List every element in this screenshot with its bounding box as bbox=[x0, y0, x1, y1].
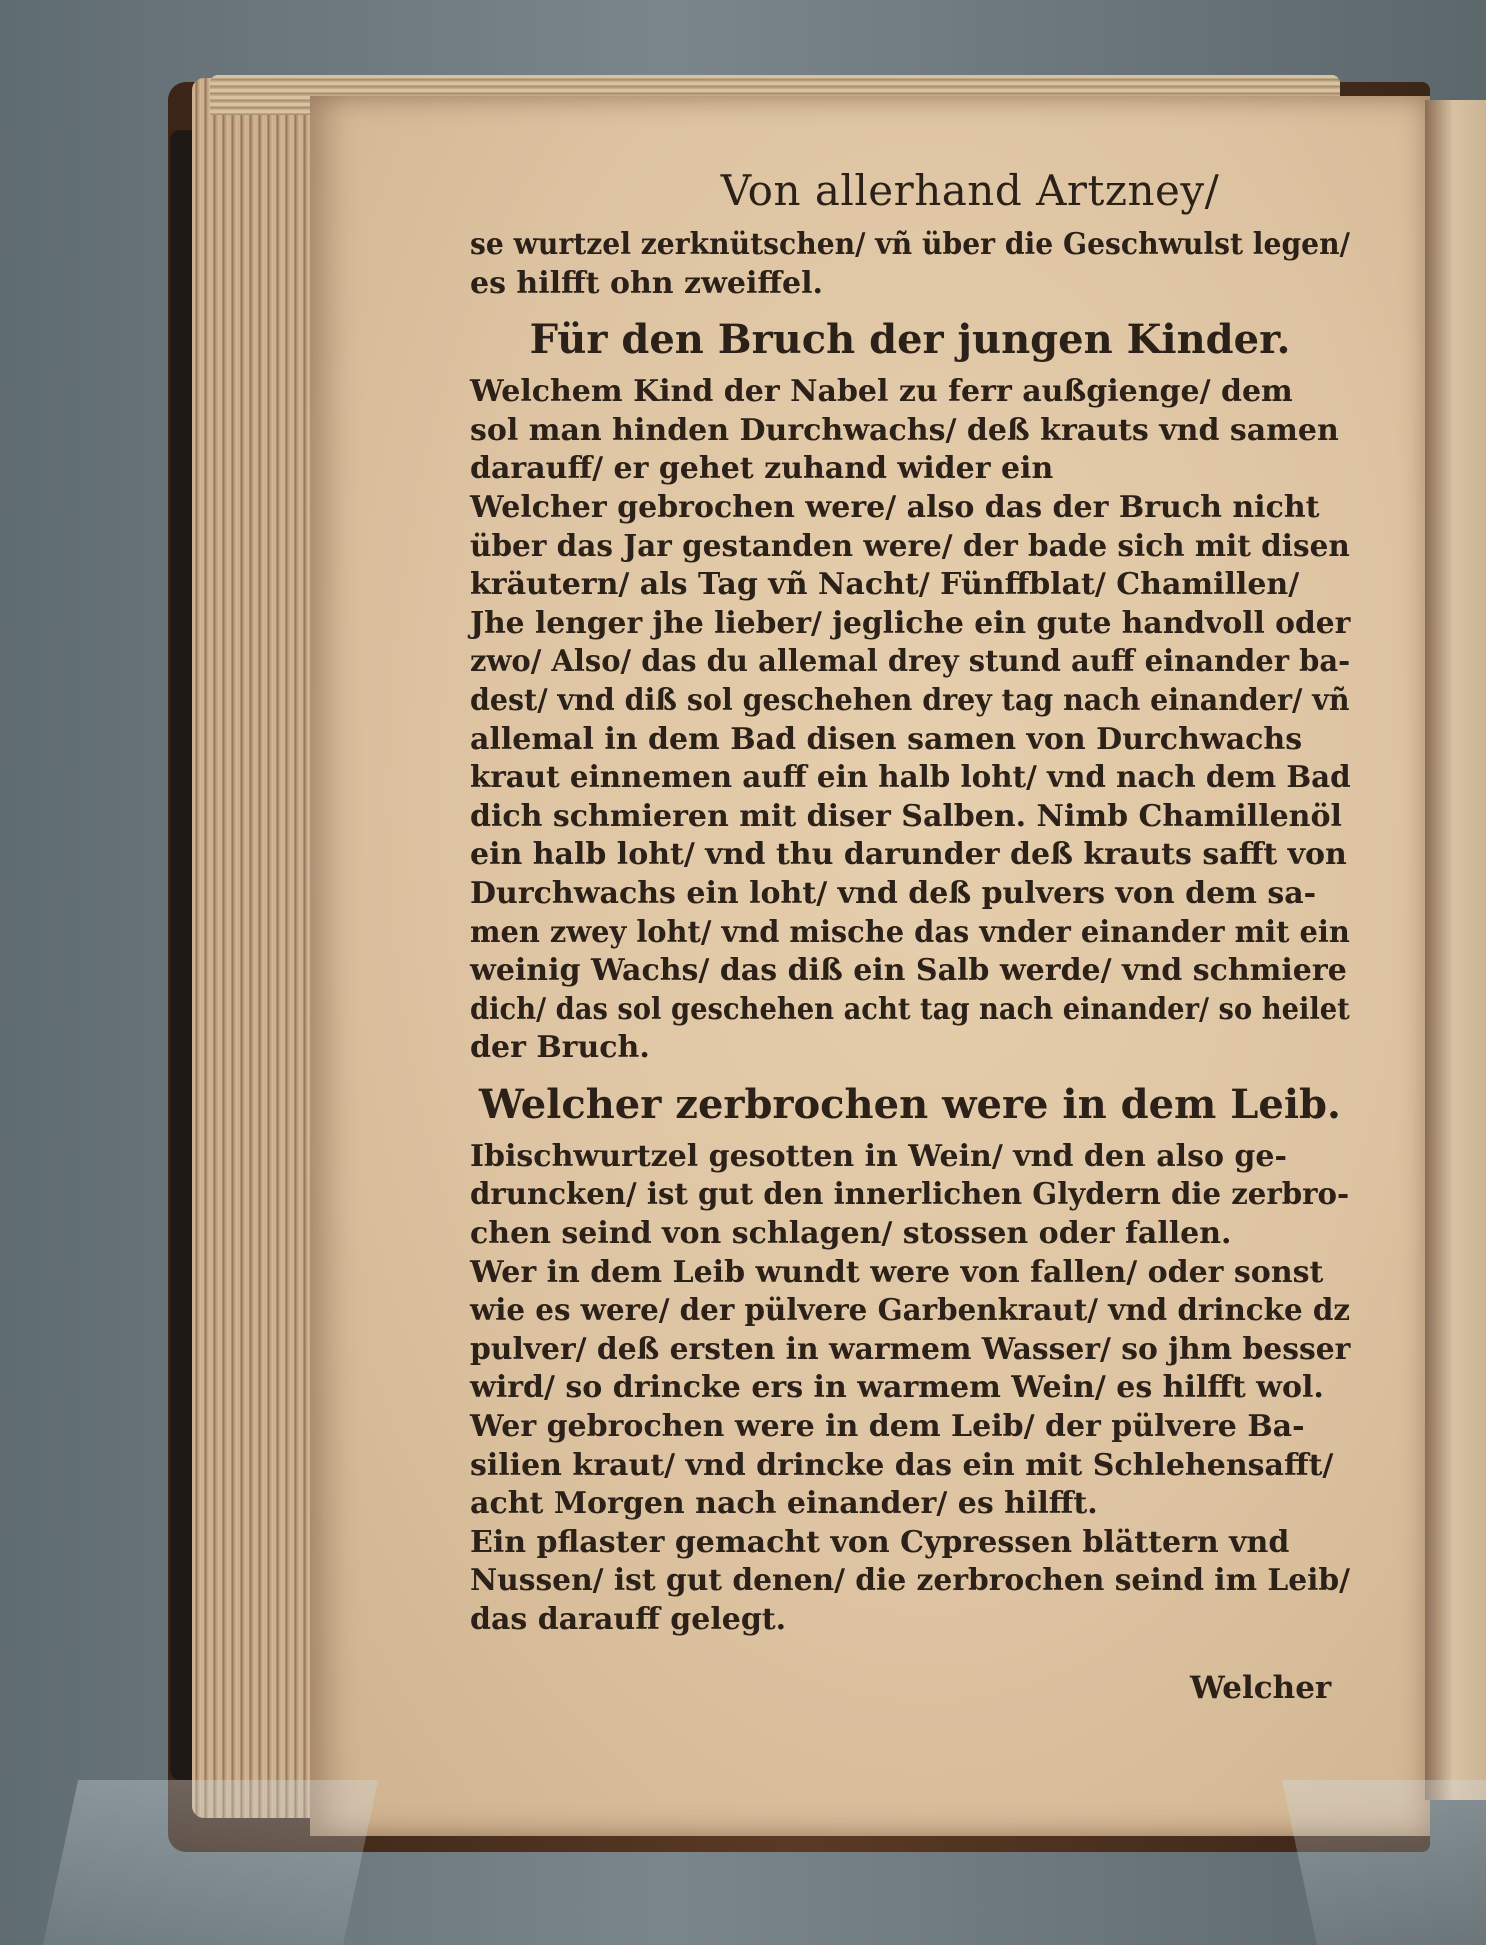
text-line: Ibischwurtzel gesotten in Wein/ vnd den also ge- bbox=[470, 1138, 1287, 1174]
text-blocks bbox=[470, 226, 1350, 1640]
text-line: Wer in dem Leib wundt were von fallen/ oder sonst bbox=[470, 1254, 1324, 1290]
text-line: Durchwachs ein loht/ vnd deß pulvers von dem sa- bbox=[470, 875, 1317, 911]
text-line: es hilfft ohn zweiffel. bbox=[470, 265, 823, 301]
text-line: Jhe lenger jhe lieber/ jegliche ein gute handvoll oder bbox=[470, 605, 1351, 641]
text-line: druncken/ ist gut den innerlichen Glydern die zerbro- bbox=[470, 1177, 1350, 1213]
text-line: Ein pflaster gemacht von Cypressen blättern vnd bbox=[470, 1524, 1290, 1560]
right-page-edge bbox=[1425, 100, 1486, 1800]
text-line: ein halb loht/ vnd thu darunder deß krauts safft von bbox=[470, 837, 1347, 873]
text-line: dest/ vnd diß sol geschehen drey tag nach einander/ vñ bbox=[470, 682, 1350, 718]
text-line: das darauff gelegt. bbox=[470, 1602, 787, 1637]
text-line: weinig Wachs/ das diß ein Salb werde/ vnd schmiere bbox=[470, 953, 1347, 989]
catchword: Welcher bbox=[1190, 1670, 1332, 1706]
text-line: wird/ so drincke ers in warmem Wein/ es hilfft wol. bbox=[470, 1370, 1324, 1406]
text-line: pulver/ deß ersten in warmem Wasser/ so jhm besser bbox=[470, 1331, 1351, 1367]
text-line: darauff/ er gehet zuhand wider ein bbox=[470, 451, 1054, 487]
text-line: der Bruch. bbox=[470, 1030, 650, 1066]
text-line: chen seind von schlagen/ stossen oder fallen. bbox=[470, 1216, 1232, 1252]
text-line: über das Jar gestanden were/ der bade sich mit disen bbox=[470, 528, 1350, 564]
running-head: Von allerhand Artzney/ bbox=[720, 166, 1220, 215]
text-line: kräutern/ als Tag vñ Nacht/ Fünffblat/ Chamillen/ bbox=[470, 567, 1300, 603]
text-line: se wurtzel zerknütschen/ vñ über die Geschwulst legen/ bbox=[470, 227, 1350, 262]
book-stand-left bbox=[42, 1780, 378, 1945]
text-line: zwo/ Also/ das du allemal drey stund auff einander ba- bbox=[470, 644, 1351, 680]
text-line: sol man hinden Durchwachs/ deß krauts vnd samen bbox=[470, 412, 1339, 448]
text-line: dich/ das sol geschehen acht tag nach einander/ so heilet bbox=[470, 991, 1350, 1027]
text-line: Wer gebrochen were in dem Leib/ der pülvere Ba- bbox=[470, 1409, 1305, 1445]
book-stand-right bbox=[1282, 1780, 1486, 1945]
section-heading: Welcher zerbrochen were in dem Leib. bbox=[479, 1080, 1341, 1128]
text-line: Nussen/ ist gut denen/ die zerbrochen seind im Leib/ bbox=[470, 1563, 1351, 1599]
section-heading: Für den Bruch der jungen Kinder. bbox=[529, 316, 1291, 364]
text-line: Welcher gebrochen were/ also das der Bruch nicht bbox=[470, 489, 1320, 525]
text-line: wie es were/ der pülvere Garbenkraut/ vnd drincke dz bbox=[470, 1293, 1351, 1329]
text-line: silien kraut/ vnd drincke das ein mit Schlehensafft/ bbox=[470, 1447, 1334, 1483]
text-line: allemal in dem Bad disen samen von Durchwachs bbox=[470, 721, 1303, 757]
text-line: men zwey loht/ vnd mische das vnder einander mit ein bbox=[470, 914, 1350, 950]
text-line: dich schmieren mit diser Salben. Nimb Chamillenöl bbox=[470, 798, 1342, 834]
text-line: acht Morgen nach einander/ es hilfft. bbox=[470, 1486, 1098, 1522]
text-line: Welchem Kind der Nabel zu ferr außgienge/ dem bbox=[470, 374, 1293, 410]
page-text bbox=[470, 160, 1350, 1640]
text-line: kraut einnemen auff ein halb loht/ vnd nach dem Bad bbox=[470, 760, 1351, 796]
page-edges bbox=[192, 78, 322, 1818]
